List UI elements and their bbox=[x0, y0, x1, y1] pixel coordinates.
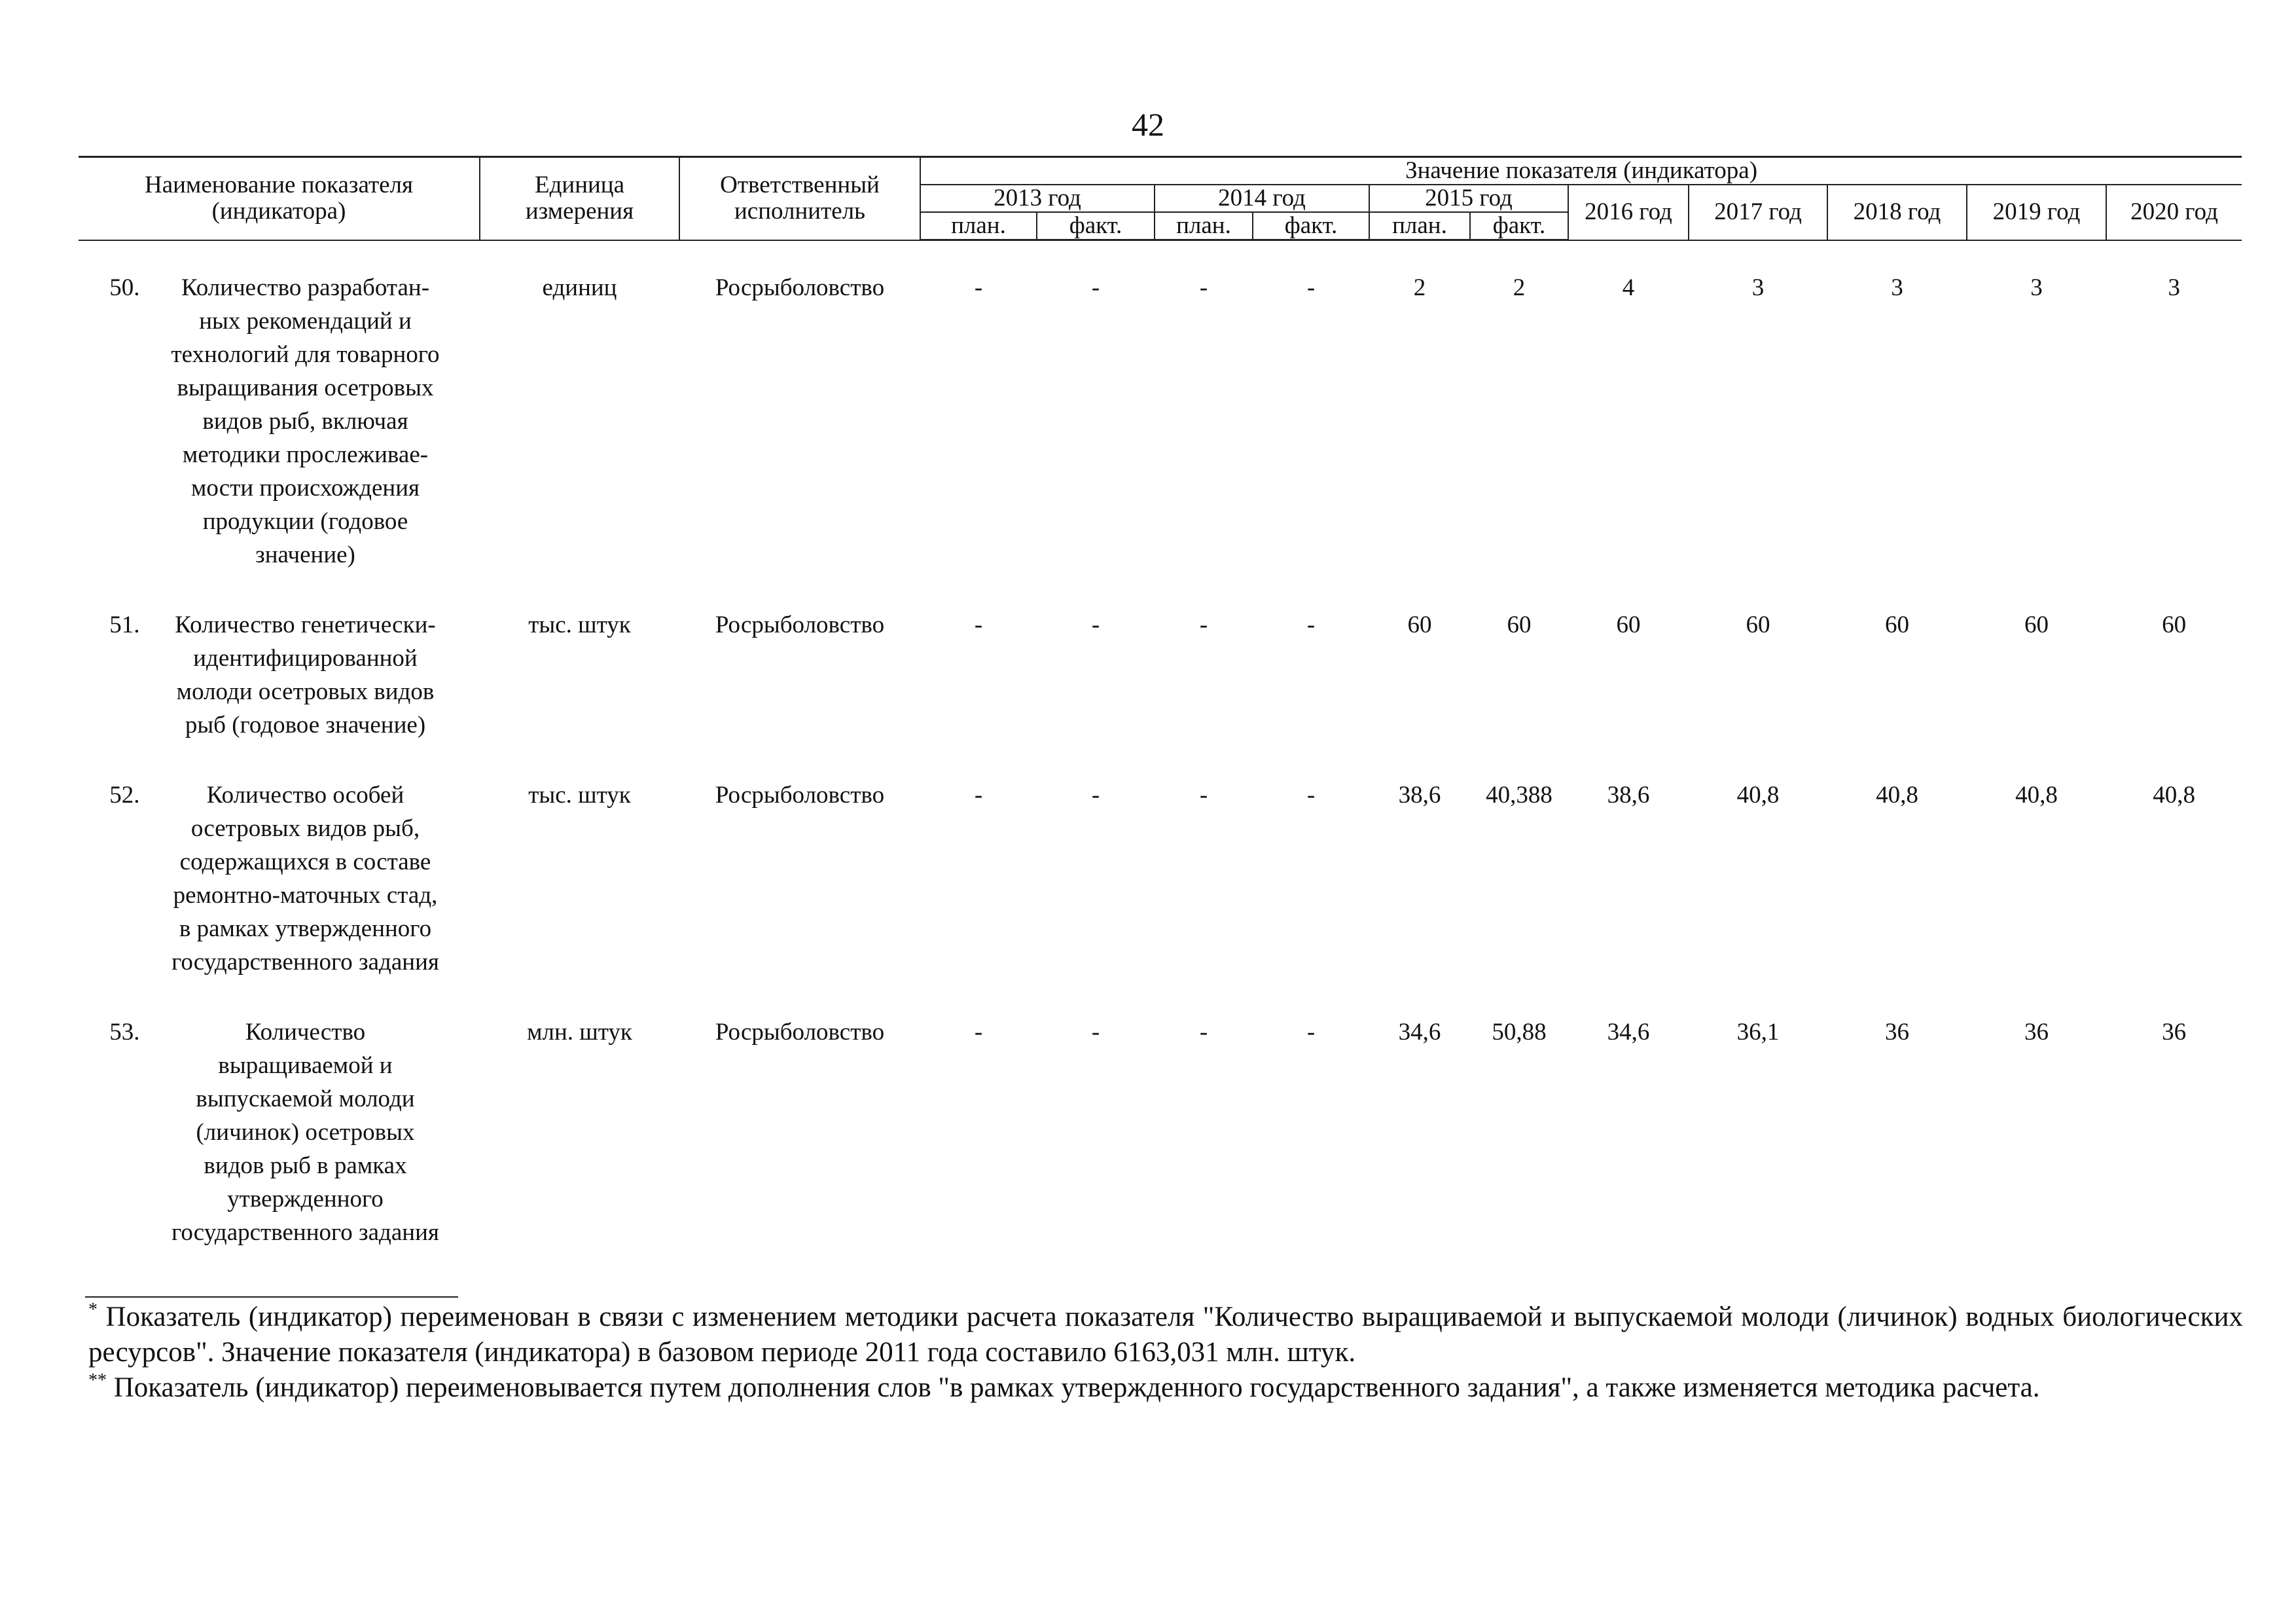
value-2017: 36,1 bbox=[1736, 1019, 1780, 1046]
value-2016: 60 bbox=[1616, 611, 1641, 638]
value-2020: 3 bbox=[2168, 274, 2180, 301]
value-2013-fact: - bbox=[1091, 1019, 1100, 1046]
footnote-mark: * bbox=[88, 1300, 98, 1320]
table-row bbox=[79, 1015, 2242, 1286]
value-2016: 4 bbox=[1622, 274, 1635, 301]
header-year-2019: 2019 год bbox=[1967, 185, 2106, 240]
value-2013-fact: - bbox=[1091, 782, 1100, 809]
executor-cell: Росрыболовство bbox=[715, 1019, 885, 1046]
value-2016: 38,6 bbox=[1607, 782, 1650, 809]
header-executor: Ответственный исполнитель bbox=[679, 157, 920, 240]
footnotes bbox=[88, 1300, 2243, 1406]
footnote-text: Показатель (индикатор) переименован в связи с изменением методики расчета показателя "Количество выращиваемой и выпускаемой молоди (личинок) водных биологических ресурсов". Значение показателя (индикатора) в базовом периоде 2011 года составило 6163,031 млн. штук. bbox=[88, 1302, 2243, 1368]
executor-cell: Росрыболовство bbox=[715, 274, 885, 301]
row-number: 50. bbox=[109, 274, 140, 301]
value-2013-plan: - bbox=[974, 611, 983, 638]
header-plan-2013: план. bbox=[920, 212, 1037, 240]
value-2018: 3 bbox=[1891, 274, 1903, 301]
value-2013-fact: - bbox=[1091, 611, 1100, 638]
value-2019: 3 bbox=[2030, 274, 2043, 301]
footnote-text: Показатель (индикатор) переименовывается путем дополнения слов "в рамках утвержденного государственного задания", а также изменяется методика расчета. bbox=[107, 1372, 2040, 1403]
header-plan-2014: план. bbox=[1155, 212, 1253, 240]
table-row bbox=[79, 778, 2242, 1015]
unit-cell: тыс. штук bbox=[528, 611, 631, 638]
value-2019: 60 bbox=[2024, 611, 2049, 638]
value-2014-plan: - bbox=[1199, 274, 1208, 301]
header-year-2017: 2017 год bbox=[1689, 185, 1827, 240]
footnote-separator bbox=[85, 1296, 458, 1298]
executor-cell: Росрыболовство bbox=[715, 782, 885, 809]
value-2015-fact: 2 bbox=[1513, 274, 1526, 301]
row-number: 52. bbox=[109, 782, 140, 809]
indicator-name-cell bbox=[79, 608, 480, 778]
header-unit: Единица измерения bbox=[480, 157, 679, 240]
value-2017: 60 bbox=[1746, 611, 1770, 638]
row-number: 53. bbox=[109, 1019, 140, 1046]
indicator-name: Количество особей осетровых видов рыб, содержащихся в составе ремонтно-маточных стад, в рамках утвержденного государственного задания bbox=[171, 782, 439, 976]
value-2019: 40,8 bbox=[2015, 782, 2058, 809]
unit-cell: млн. штук bbox=[527, 1019, 632, 1046]
header-fact-2013: факт. bbox=[1037, 212, 1155, 240]
value-2018: 36 bbox=[1885, 1019, 1909, 1046]
indicator-name-cell bbox=[79, 271, 480, 608]
table-row bbox=[79, 271, 2242, 608]
value-2017: 3 bbox=[1751, 274, 1765, 301]
header-year-2018: 2018 год bbox=[1827, 185, 1967, 240]
value-2013-plan: - bbox=[974, 1019, 983, 1046]
table-row bbox=[79, 608, 2242, 778]
header-year-2013: 2013 год bbox=[920, 185, 1155, 212]
value-2016: 34,6 bbox=[1607, 1019, 1650, 1046]
value-2014-plan: - bbox=[1199, 611, 1208, 638]
value-2015-fact: 40,388 bbox=[1486, 782, 1552, 809]
value-2018: 60 bbox=[1885, 611, 1909, 638]
value-2020: 40,8 bbox=[2153, 782, 2195, 809]
header-fact-2015: факт. bbox=[1470, 212, 1568, 240]
header-year-2015: 2015 год bbox=[1369, 185, 1568, 212]
row-number: 51. bbox=[109, 611, 140, 638]
value-2014-fact: - bbox=[1306, 611, 1316, 638]
value-2015-fact: 50,88 bbox=[1492, 1019, 1547, 1046]
value-2013-fact: - bbox=[1091, 274, 1100, 301]
value-2019: 36 bbox=[2024, 1019, 2049, 1046]
header-plan-2015: план. bbox=[1369, 212, 1470, 240]
value-2014-fact: - bbox=[1306, 274, 1316, 301]
value-2014-plan: - bbox=[1199, 1019, 1208, 1046]
indicator-name-cell bbox=[79, 778, 480, 1015]
value-2018: 40,8 bbox=[1876, 782, 1918, 809]
footnote-mark: ** bbox=[88, 1370, 107, 1391]
value-2020: 60 bbox=[2162, 611, 2187, 638]
header-year-2020: 2020 год bbox=[2106, 185, 2242, 240]
table-spacer bbox=[79, 240, 2242, 272]
unit-cell: единиц bbox=[542, 274, 617, 301]
header-year-2014: 2014 год bbox=[1155, 185, 1369, 212]
page-number: 42 bbox=[1132, 106, 1164, 143]
value-2015-plan: 38,6 bbox=[1398, 782, 1441, 809]
value-2015-plan: 34,6 bbox=[1398, 1019, 1441, 1046]
value-2020: 36 bbox=[2162, 1019, 2187, 1046]
executor-cell: Росрыболовство bbox=[715, 611, 885, 638]
value-2015-plan: 60 bbox=[1407, 611, 1432, 638]
header-fact-2014: факт. bbox=[1253, 212, 1369, 240]
indicator-name-cell bbox=[79, 1015, 480, 1286]
indicator-name: Количество выращиваемой и выпускаемой молоди (личинок) осетровых видов рыб в рамках утвержденного государственного задания bbox=[171, 1019, 439, 1246]
footnote-2 bbox=[88, 1370, 2243, 1406]
footnote-1 bbox=[88, 1300, 2243, 1370]
header-year-2016: 2016 год bbox=[1568, 185, 1689, 240]
value-2013-plan: - bbox=[974, 782, 983, 809]
value-2014-fact: - bbox=[1306, 1019, 1316, 1046]
header-row-top bbox=[79, 157, 2242, 185]
value-2017: 40,8 bbox=[1736, 782, 1780, 809]
indicators-table bbox=[79, 156, 2242, 1286]
header-value-group: Значение показателя (индикатора) bbox=[920, 157, 2242, 185]
header-name: Наименование показателя (индикатора) bbox=[79, 157, 480, 240]
value-2015-fact: 60 bbox=[1507, 611, 1532, 638]
value-2014-fact: - bbox=[1306, 782, 1316, 809]
value-2013-plan: - bbox=[974, 274, 983, 301]
indicator-name: Количество генетически- идентифицированной молоди осетровых видов рыб (годовое значение) bbox=[175, 611, 436, 739]
unit-cell: тыс. штук bbox=[528, 782, 631, 809]
value-2015-plan: 2 bbox=[1413, 274, 1426, 301]
value-2014-plan: - bbox=[1199, 782, 1208, 809]
indicator-name: Количество разработан- ных рекомендаций и технологий для товарного выращивания осетровых видов рыб, включая методики прослеживае- мости происхождения продукции (годовое значение) bbox=[171, 274, 440, 568]
